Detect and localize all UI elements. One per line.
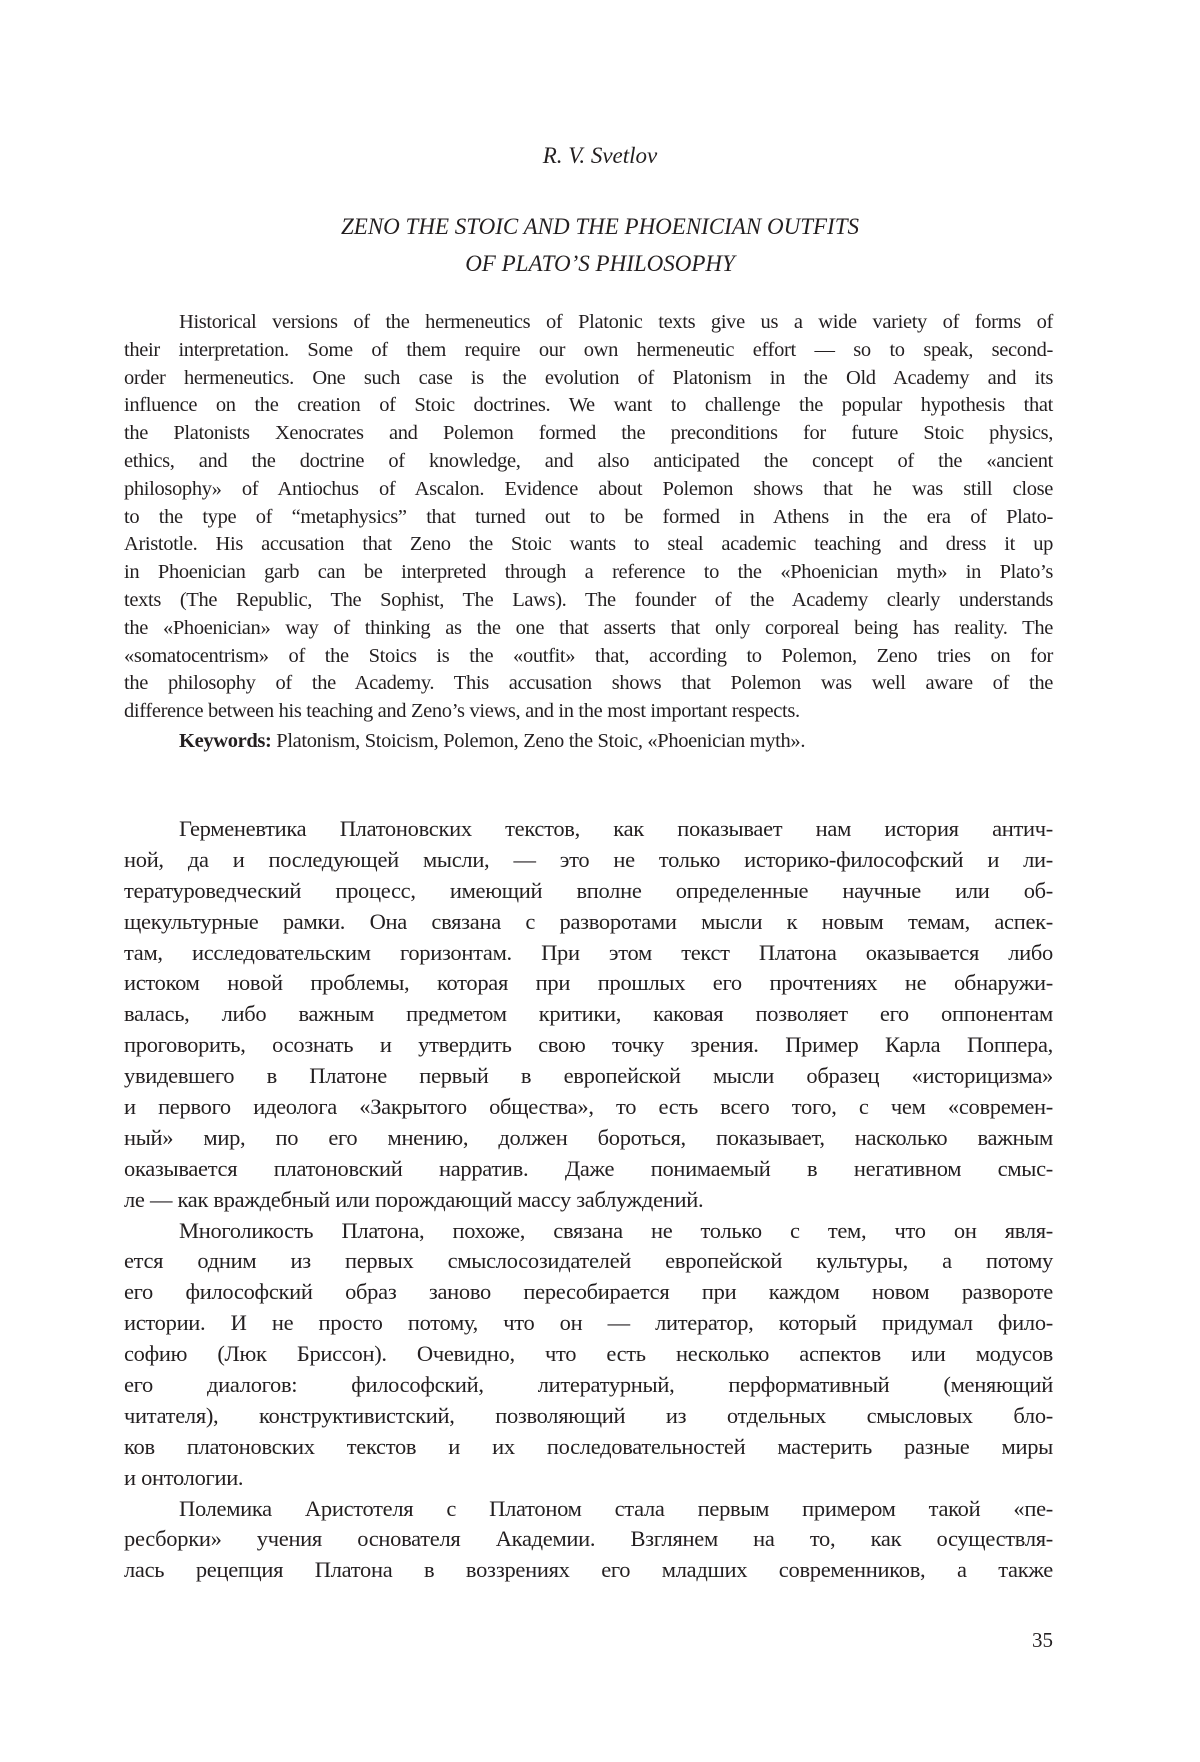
body-line: щекультурные рамки. Она связана с разворотами мысли к новым темам, аспек- — [124, 907, 1053, 938]
body-line: Полемика Аристотеля с Платоном стала первым примером такой «пе- — [124, 1494, 1053, 1525]
keywords — [124, 728, 1108, 756]
abstract-line: in Phoenician garb can be interpreted through a reference to the «Phoenician myth» in Plato’s — [124, 559, 1053, 587]
body-line: и онтологии. — [124, 1463, 1053, 1494]
keywords-label: Keywords: — [179, 730, 272, 752]
page-number: 35 — [1032, 1628, 1053, 1653]
body-line: ный» мир, по его мнению, должен бороться, показывает, насколько важным — [124, 1123, 1053, 1154]
abstract-line: philosophy» of Antiochus of Ascalon. Evidence about Polemon shows that he was still close — [124, 476, 1053, 504]
abstract-line: order hermeneutics. One such case is the evolution of Platonism in the Old Academy and its — [124, 365, 1053, 393]
abstract-line: influence on the creation of Stoic doctrines. We want to challenge the popular hypothesis that — [124, 392, 1053, 420]
body-line: читателя), конструктивистский, позволяющий из отдельных смысловых бло- — [124, 1401, 1053, 1432]
title-line: ZENO THE STOIC AND THE PHOENICIAN OUTFITS — [0, 208, 1200, 245]
body-line: ется одним из первых смыслосозидателей европейской культуры, а потому — [124, 1246, 1053, 1277]
paragraph — [124, 814, 1053, 1216]
keywords-text: Platonism, Stoicism, Polemon, Zeno the Stoic, «Phoenician myth». — [272, 730, 806, 752]
abstract-line: the Platonists Xenocrates and Polemon formed the preconditions for future Stoic physics, — [124, 420, 1053, 448]
body-text — [124, 814, 1053, 1586]
author-name: R. V. Svetlov — [0, 143, 1200, 169]
abstract-line: to the type of “metaphysics” that turned out to be formed in Athens in the era of Plato- — [124, 504, 1053, 532]
body-line: оказывается платоновский нарратив. Даже понимаемый в негативном смыс- — [124, 1154, 1053, 1185]
body-line: там, исследовательским горизонтам. При этом текст Платона оказывается либо — [124, 938, 1053, 969]
abstract-line: ethics, and the doctrine of knowledge, and also anticipated the concept of the «ancient — [124, 448, 1053, 476]
body-line: Многоликость Платона, похоже, связана не только с тем, что он явля- — [124, 1216, 1053, 1247]
abstract-line: the philosophy of the Academy. This accusation shows that Polemon was well aware of the — [124, 670, 1053, 698]
body-line: валась, либо важным предметом критики, каковая позволяет его оппонентам — [124, 999, 1053, 1030]
abstract-line: the «Phoenician» way of thinking as the one that asserts that only corporeal being has reality. The — [124, 615, 1053, 643]
body-line: его диалогов: философский, литературный, перформативный (меняющий — [124, 1370, 1053, 1401]
body-line: ной, да и последующей мысли, — это не только историко-философский и ли- — [124, 845, 1053, 876]
body-line: истории. И не просто потому, что он — литератор, который придумал фило- — [124, 1308, 1053, 1339]
abstract-line: their interpretation. Some of them require our own hermeneutic effort — so to speak, second- — [124, 337, 1053, 365]
body-line: увидевшего в Платоне первый в европейской мысли образец «историцизма» — [124, 1061, 1053, 1092]
paragraph — [124, 1216, 1053, 1494]
abstract-line: texts (The Republic, The Sophist, The Laws). The founder of the Academy clearly understands — [124, 587, 1053, 615]
paragraph — [124, 1494, 1053, 1587]
abstract-line: «somatocentrism» of the Stoics is the «outfit» that, according to Polemon, Zeno tries on for — [124, 643, 1053, 671]
title-line: OF PLATO’S PHILOSOPHY — [0, 245, 1200, 282]
body-line: истоком новой проблемы, которая при прошлых его прочтениях не обнаружи- — [124, 968, 1053, 999]
body-line: и первого идеолога «Закрытого общества», то есть всего того, с чем «современ- — [124, 1092, 1053, 1123]
body-line: тературоведческий процесс, имеющий вполне определенные научные или об- — [124, 876, 1053, 907]
body-line: Герменевтика Платоновских текстов, как показывает нам история антич- — [124, 814, 1053, 845]
body-line: проговорить, осознать и утвердить свою точку зрения. Пример Карла Поппера, — [124, 1030, 1053, 1061]
abstract-line: Aristotle. His accusation that Zeno the Stoic wants to steal academic teaching and dress it up — [124, 531, 1053, 559]
body-line: его философский образ заново пересобирается при каждом новом развороте — [124, 1277, 1053, 1308]
body-line: ресборки» учения основателя Академии. Взглянем на то, как осуществля- — [124, 1524, 1053, 1555]
body-line: ков платоновских текстов и их последовательностей мастерить разные миры — [124, 1432, 1053, 1463]
article-title — [0, 208, 1200, 282]
abstract-line: Historical versions of the hermeneutics of Platonic texts give us a wide variety of forms of — [124, 309, 1053, 337]
abstract — [124, 309, 1053, 726]
body-line: ле — как враждебный или порождающий массу заблуждений. — [124, 1185, 1053, 1216]
body-line: софию (Люк Бриссон). Очевидно, что есть несколько аспектов или модусов — [124, 1339, 1053, 1370]
abstract-line: difference between his teaching and Zeno’s views, and in the most important respects. — [124, 698, 1053, 726]
body-line: лась рецепция Платона в воззрениях его младших современников, а также — [124, 1555, 1053, 1586]
